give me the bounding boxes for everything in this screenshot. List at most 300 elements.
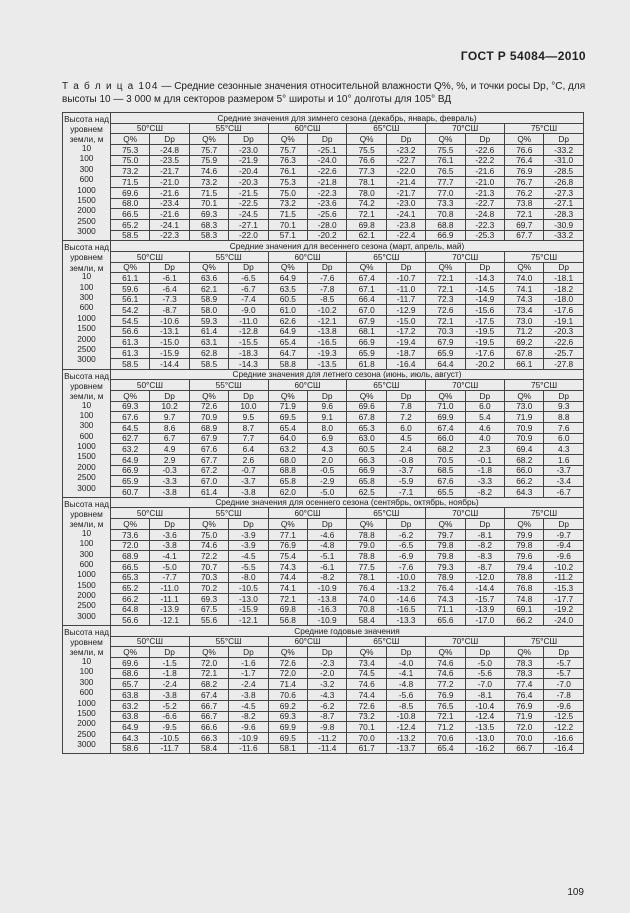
humidity-value: 66.4: [347, 294, 386, 305]
humidity-value: 69.3: [268, 711, 307, 722]
dewpoint-value: -3.9: [229, 529, 268, 540]
humidity-value: 77.2: [426, 679, 465, 690]
dewpoint-value: 7.7: [229, 433, 268, 444]
humidity-value: 67.4: [189, 690, 228, 701]
humidity-value: 69.6: [111, 187, 150, 198]
dewpoint-value: -12.5: [544, 711, 584, 722]
dewpoint-value: -8.3: [465, 551, 504, 562]
humidity-value: 67.8: [347, 412, 386, 423]
humidity-value: 74.2: [347, 198, 386, 209]
season-section: [63, 626, 584, 754]
latitude-header: 55°СШ: [189, 508, 268, 519]
latitude-header: 75°СШ: [505, 636, 584, 647]
latitude-header: 50°СШ: [111, 251, 190, 262]
humidity-value: 58.4: [189, 743, 228, 754]
dewpoint-value: 4.0: [465, 433, 504, 444]
dewpoint-value: -23.4: [150, 198, 189, 209]
height-value: 1500: [77, 323, 96, 334]
dewpoint-value: -28.0: [308, 219, 347, 230]
humidity-value: 70.9: [505, 422, 544, 433]
latitude-header: 75°СШ: [505, 508, 584, 519]
dewpoint-value: -5.1: [308, 551, 347, 562]
dewpoint-value: -25.1: [308, 145, 347, 156]
humidity-value: 66.3: [347, 455, 386, 466]
humidity-value: 72.1: [426, 284, 465, 295]
humidity-value: 78.8: [347, 551, 386, 562]
humidity-value: 65.2: [111, 583, 150, 594]
humidity-value: 68.9: [111, 551, 150, 562]
humidity-value: 61.7: [347, 743, 386, 754]
height-label-text: Высота над уровнем земли, м: [64, 114, 109, 145]
humidity-value: 66.7: [189, 700, 228, 711]
height-value: 1000: [77, 441, 96, 452]
humidity-value: 58.3: [189, 230, 228, 241]
humidity-value: 72.6: [347, 700, 386, 711]
dewpoint-value: -17.6: [465, 348, 504, 359]
dewpoint-value: -16.4: [544, 743, 584, 754]
dewpoint-subheader: Dp: [544, 519, 584, 530]
latitude-header: 65°СШ: [347, 123, 426, 134]
humidity-value: 78.8: [505, 572, 544, 583]
dewpoint-subheader: Dp: [229, 390, 268, 401]
dewpoint-value: -5.0: [308, 487, 347, 498]
section-title: Средние значения для зимнего сезона (декабрь, январь, февраль): [111, 113, 584, 124]
dewpoint-value: -7.6: [308, 273, 347, 284]
humidity-value: 75.7: [268, 145, 307, 156]
humidity-value: 68.2: [505, 455, 544, 466]
dewpoint-value: -24.1: [386, 209, 425, 220]
humidity-value: 69.3: [189, 209, 228, 220]
dewpoint-value: -13.7: [386, 743, 425, 754]
dewpoint-value: 2.4: [386, 444, 425, 455]
dewpoint-value: -5.7: [544, 668, 584, 679]
humidity-value: 76.9: [505, 700, 544, 711]
latitude-header: 70°СШ: [426, 123, 505, 134]
dewpoint-value: -23.6: [308, 198, 347, 209]
humidity-value: 74.6: [347, 679, 386, 690]
table-row: [63, 668, 584, 679]
humidity-value: 70.5: [426, 455, 465, 466]
dewpoint-value: -4.5: [229, 700, 268, 711]
humidity-subheader: Q%: [426, 390, 465, 401]
table-row: [63, 412, 584, 423]
humidity-subheader: Q%: [189, 390, 228, 401]
dewpoint-value: -4.0: [386, 658, 425, 669]
table-row: [63, 561, 584, 572]
dewpoint-value: -4.6: [308, 529, 347, 540]
dewpoint-subheader: Dp: [308, 262, 347, 273]
dewpoint-value: -1.8: [150, 668, 189, 679]
humidity-value: 74.1: [505, 284, 544, 295]
dewpoint-value: -24.8: [150, 145, 189, 156]
height-value: 600: [79, 558, 94, 569]
humidity-subheader: Q%: [505, 262, 544, 273]
humidity-value: 71.5: [111, 177, 150, 188]
height-value: 300: [79, 292, 94, 303]
dewpoint-value: 6.9: [308, 433, 347, 444]
humidity-value: 61.4: [189, 487, 228, 498]
dewpoint-value: -17.6: [544, 305, 584, 316]
dewpoint-value: -10.0: [386, 572, 425, 583]
height-value: 1000: [77, 312, 96, 323]
humidity-subheader: Q%: [347, 390, 386, 401]
latitude-header: 70°СШ: [426, 508, 505, 519]
dewpoint-value: -12.9: [386, 305, 425, 316]
height-column-header: [63, 369, 111, 497]
humidity-value: 77.7: [426, 177, 465, 188]
height-value: 1500: [77, 451, 96, 462]
table-row: [63, 732, 584, 743]
dewpoint-value: -3.6: [150, 529, 189, 540]
humidity-value: 59.6: [111, 284, 150, 295]
humidity-value: 76.5: [426, 700, 465, 711]
humidity-value: 57.1: [268, 230, 307, 241]
dewpoint-value: -22.7: [465, 198, 504, 209]
dewpoint-value: -17.5: [465, 316, 504, 327]
dewpoint-value: -23.0: [386, 198, 425, 209]
humidity-value: 67.7: [189, 455, 228, 466]
section-title: Средние годовые значения: [111, 626, 584, 637]
humidity-value: 68.2: [189, 679, 228, 690]
humidity-value: 70.8: [426, 209, 465, 220]
table-row: [63, 583, 584, 594]
dewpoint-subheader: Dp: [544, 134, 584, 145]
dewpoint-value: -15.9: [229, 604, 268, 615]
humidity-value: 62.6: [268, 316, 307, 327]
humidity-value: 58.4: [347, 615, 386, 626]
table-row: [63, 209, 584, 220]
season-section: [63, 241, 584, 369]
dewpoint-value: 6.0: [386, 422, 425, 433]
humidity-dewpoint-table-container: [62, 112, 584, 754]
dewpoint-subheader: Dp: [544, 647, 584, 658]
humidity-value: 71.4: [268, 679, 307, 690]
height-value: 300: [79, 163, 94, 174]
dewpoint-value: -12.1: [150, 615, 189, 626]
height-value: 10: [81, 143, 92, 153]
humidity-value: 74.0: [505, 273, 544, 284]
dewpoint-subheader: Dp: [308, 647, 347, 658]
humidity-value: 73.2: [268, 198, 307, 209]
dewpoint-value: -3.8: [229, 487, 268, 498]
height-column-header: [63, 626, 111, 754]
humidity-value: 59.3: [189, 316, 228, 327]
latitude-header: 60°СШ: [268, 508, 347, 519]
dewpoint-value: -9.0: [229, 305, 268, 316]
humidity-subheader: Q%: [347, 519, 386, 530]
latitude-header: 50°СШ: [111, 380, 190, 391]
dewpoint-value: -8.7: [150, 305, 189, 316]
dewpoint-subheader: Dp: [229, 647, 268, 658]
humidity-value: 75.5: [347, 145, 386, 156]
height-value: 10: [81, 399, 92, 410]
humidity-value: 76.3: [268, 155, 307, 166]
humidity-value: 72.1: [189, 668, 228, 679]
dewpoint-value: -22.4: [386, 230, 425, 241]
humidity-value: 69.1: [505, 604, 544, 615]
dewpoint-value: -3.8: [150, 690, 189, 701]
dewpoint-value: -6.5: [229, 273, 268, 284]
humidity-value: 74.4: [268, 572, 307, 583]
dewpoint-value: -12.8: [229, 326, 268, 337]
dewpoint-value: -9.5: [150, 722, 189, 733]
dewpoint-value: -18.1: [544, 273, 584, 284]
humidity-value: 76.2: [505, 187, 544, 198]
humidity-value: 72.1: [347, 209, 386, 220]
humidity-value: 64.9: [268, 326, 307, 337]
dewpoint-value: -27.1: [229, 219, 268, 230]
dewpoint-value: -1.8: [465, 465, 504, 476]
dewpoint-value: -17.7: [544, 593, 584, 604]
dewpoint-value: 4.6: [465, 422, 504, 433]
humidity-value: 66.0: [426, 433, 465, 444]
dewpoint-value: -16.4: [386, 358, 425, 369]
humidity-subheader: Q%: [426, 519, 465, 530]
height-value: 2500: [77, 472, 96, 483]
humidity-value: 76.1: [268, 166, 307, 177]
humidity-value: 76.9: [268, 540, 307, 551]
humidity-value: 69.8: [347, 219, 386, 230]
dewpoint-value: -7.1: [386, 487, 425, 498]
latitude-header: 75°СШ: [505, 251, 584, 262]
table-caption: [62, 81, 592, 106]
height-column-header: [63, 497, 111, 625]
dewpoint-value: -0.1: [465, 455, 504, 466]
humidity-value: 71.5: [189, 187, 228, 198]
humidity-subheader: Q%: [426, 647, 465, 658]
document-standard-header: ГОСТ Р 54084—2010: [460, 49, 586, 63]
humidity-value: 69.2: [505, 337, 544, 348]
dewpoint-value: -15.0: [386, 316, 425, 327]
humidity-value: 72.2: [189, 551, 228, 562]
dewpoint-value: -19.5: [465, 326, 504, 337]
dewpoint-value: -7.8: [544, 690, 584, 701]
humidity-subheader: Q%: [111, 647, 150, 658]
dewpoint-value: -3.7: [229, 476, 268, 487]
dewpoint-value: -3.2: [308, 679, 347, 690]
humidity-value: 67.6: [426, 476, 465, 487]
dewpoint-value: -6.1: [150, 273, 189, 284]
humidity-value: 65.2: [111, 219, 150, 230]
dewpoint-value: -1.6: [229, 658, 268, 669]
humidity-value: 63.2: [268, 444, 307, 455]
dewpoint-value: -21.0: [465, 177, 504, 188]
dewpoint-value: 5.4: [465, 412, 504, 423]
dewpoint-value: -13.5: [465, 722, 504, 733]
humidity-value: 68.8: [268, 465, 307, 476]
dewpoint-value: -12.1: [308, 316, 347, 327]
humidity-value: 73.4: [505, 305, 544, 316]
dewpoint-value: -21.6: [150, 187, 189, 198]
dewpoint-value: -3.8: [150, 487, 189, 498]
humidity-value: 66.5: [111, 561, 150, 572]
height-column-header: [63, 241, 111, 369]
humidity-value: 65.3: [347, 422, 386, 433]
height-value: 300: [79, 548, 94, 559]
dewpoint-value: -22.6: [308, 166, 347, 177]
humidity-value: 62.5: [347, 487, 386, 498]
humidity-value: 75.0: [111, 155, 150, 166]
dewpoint-value: -22.0: [229, 230, 268, 241]
dewpoint-subheader: Dp: [150, 262, 189, 273]
dewpoint-value: -14.3: [229, 358, 268, 369]
humidity-value: 63.5: [268, 284, 307, 295]
humidity-value: 74.6: [189, 540, 228, 551]
table-row: [63, 155, 584, 166]
table-row: [63, 604, 584, 615]
height-value: 2500: [77, 343, 96, 354]
dewpoint-value: 4.3: [308, 444, 347, 455]
humidity-value: 54.5: [111, 316, 150, 327]
section-title: Средние значения для летнего сезона (июнь, июль, август): [111, 369, 584, 380]
height-label-text: Высота над уровнем земли, м: [64, 498, 109, 530]
humidity-value: 71.5: [268, 209, 307, 220]
dewpoint-value: -15.6: [465, 305, 504, 316]
dewpoint-value: -13.5: [308, 358, 347, 369]
dewpoint-value: -11.7: [386, 294, 425, 305]
dewpoint-value: -10.8: [386, 711, 425, 722]
humidity-value: 76.6: [505, 145, 544, 156]
humidity-value: 60.7: [111, 487, 150, 498]
humidity-value: 75.0: [189, 529, 228, 540]
dewpoint-value: -23.5: [150, 155, 189, 166]
height-value: 300: [79, 420, 94, 431]
humidity-value: 65.9: [426, 348, 465, 359]
humidity-value: 75.5: [426, 145, 465, 156]
dewpoint-subheader: Dp: [544, 262, 584, 273]
dewpoint-value: -10.9: [308, 583, 347, 594]
dewpoint-value: -8.2: [465, 540, 504, 551]
dewpoint-value: -21.7: [150, 166, 189, 177]
dewpoint-value: 2.3: [465, 444, 504, 455]
latitude-header: 70°СШ: [426, 636, 505, 647]
humidity-value: 73.2: [347, 711, 386, 722]
humidity-value: 61.3: [111, 337, 150, 348]
dewpoint-value: -9.8: [308, 722, 347, 733]
dewpoint-value: -25.6: [308, 209, 347, 220]
dewpoint-value: -21.0: [150, 177, 189, 188]
humidity-value: 78.8: [347, 529, 386, 540]
humidity-value: 66.2: [111, 593, 150, 604]
humidity-value: 65.4: [426, 743, 465, 754]
humidity-value: 64.0: [268, 433, 307, 444]
dewpoint-value: -0.5: [308, 465, 347, 476]
humidity-value: 76.5: [426, 166, 465, 177]
dewpoint-value: -8.2: [308, 572, 347, 583]
dewpoint-subheader: Dp: [465, 390, 504, 401]
humidity-value: 68.6: [111, 668, 150, 679]
table-caption-label: Т а б л и ц а 104: [62, 81, 159, 92]
table-row: [63, 540, 584, 551]
humidity-value: 64.9: [111, 722, 150, 733]
humidity-value: 62.7: [111, 433, 150, 444]
dewpoint-value: -5.0: [150, 561, 189, 572]
table-row: [63, 187, 584, 198]
table-row: [63, 305, 584, 316]
humidity-value: 70.7: [189, 561, 228, 572]
dewpoint-value: -11.2: [544, 572, 584, 583]
humidity-value: 72.0: [189, 658, 228, 669]
latitude-header: 65°СШ: [347, 380, 426, 391]
dewpoint-value: -15.5: [229, 337, 268, 348]
humidity-value: 61.1: [111, 273, 150, 284]
humidity-value: 79.7: [426, 529, 465, 540]
table-row: [63, 711, 584, 722]
height-value: 100: [79, 281, 94, 292]
dewpoint-value: -21.9: [229, 155, 268, 166]
dewpoint-value: -18.3: [229, 348, 268, 359]
dewpoint-value: -18.0: [544, 294, 584, 305]
table-row: [63, 348, 584, 359]
dewpoint-value: -13.8: [308, 326, 347, 337]
dewpoint-value: -22.2: [465, 155, 504, 166]
dewpoint-value: -8.7: [308, 711, 347, 722]
humidity-value: 66.9: [347, 465, 386, 476]
dewpoint-subheader: Dp: [150, 519, 189, 530]
humidity-value: 79.8: [426, 540, 465, 551]
dewpoint-subheader: Dp: [544, 390, 584, 401]
table-row: [63, 455, 584, 466]
dewpoint-value: -25.7: [544, 348, 584, 359]
humidity-value: 56.6: [111, 615, 150, 626]
humidity-value: 71.2: [505, 326, 544, 337]
table-row: [63, 273, 584, 284]
humidity-value: 69.6: [347, 401, 386, 412]
humidity-value: 71.0: [426, 401, 465, 412]
latitude-header: 50°СШ: [111, 123, 190, 134]
dewpoint-value: -21.7: [386, 187, 425, 198]
latitude-header: 70°СШ: [426, 380, 505, 391]
dewpoint-value: 7.8: [386, 401, 425, 412]
humidity-value: 67.4: [347, 273, 386, 284]
dewpoint-value: -5.0: [465, 658, 504, 669]
dewpoint-value: 9.3: [544, 401, 584, 412]
humidity-value: 61.0: [268, 305, 307, 316]
humidity-subheader: Q%: [426, 262, 465, 273]
humidity-value: 76.4: [347, 583, 386, 594]
height-value: 2500: [77, 600, 96, 611]
dewpoint-value: -2.4: [150, 679, 189, 690]
latitude-header: 55°СШ: [189, 251, 268, 262]
dewpoint-value: -5.6: [465, 668, 504, 679]
humidity-subheader: Q%: [268, 390, 307, 401]
dewpoint-value: -2.0: [308, 668, 347, 679]
dewpoint-value: -27.8: [544, 358, 584, 369]
dewpoint-value: -25.3: [465, 230, 504, 241]
dewpoint-value: -21.5: [229, 187, 268, 198]
dewpoint-value: -19.5: [465, 337, 504, 348]
dewpoint-value: -4.5: [229, 551, 268, 562]
section-title: Средние значения для весеннего сезона (март, апрель, май): [111, 241, 584, 252]
humidity-value: 78.1: [347, 572, 386, 583]
humidity-value: 67.9: [426, 337, 465, 348]
dewpoint-value: -3.7: [386, 465, 425, 476]
humidity-value: 79.6: [505, 551, 544, 562]
table-row: [63, 658, 584, 669]
humidity-value: 75.3: [111, 145, 150, 156]
humidity-subheader: Q%: [268, 519, 307, 530]
humidity-value: 58.6: [111, 743, 150, 754]
dewpoint-subheader: Dp: [386, 262, 425, 273]
humidity-value: 67.6: [111, 412, 150, 423]
humidity-value: 79.0: [347, 540, 386, 551]
dewpoint-value: -0.3: [150, 465, 189, 476]
dewpoint-value: -2.3: [308, 658, 347, 669]
humidity-value: 72.3: [426, 294, 465, 305]
dewpoint-value: -5.5: [229, 561, 268, 572]
dewpoint-value: 4.9: [150, 444, 189, 455]
dewpoint-subheader: Dp: [465, 519, 504, 530]
